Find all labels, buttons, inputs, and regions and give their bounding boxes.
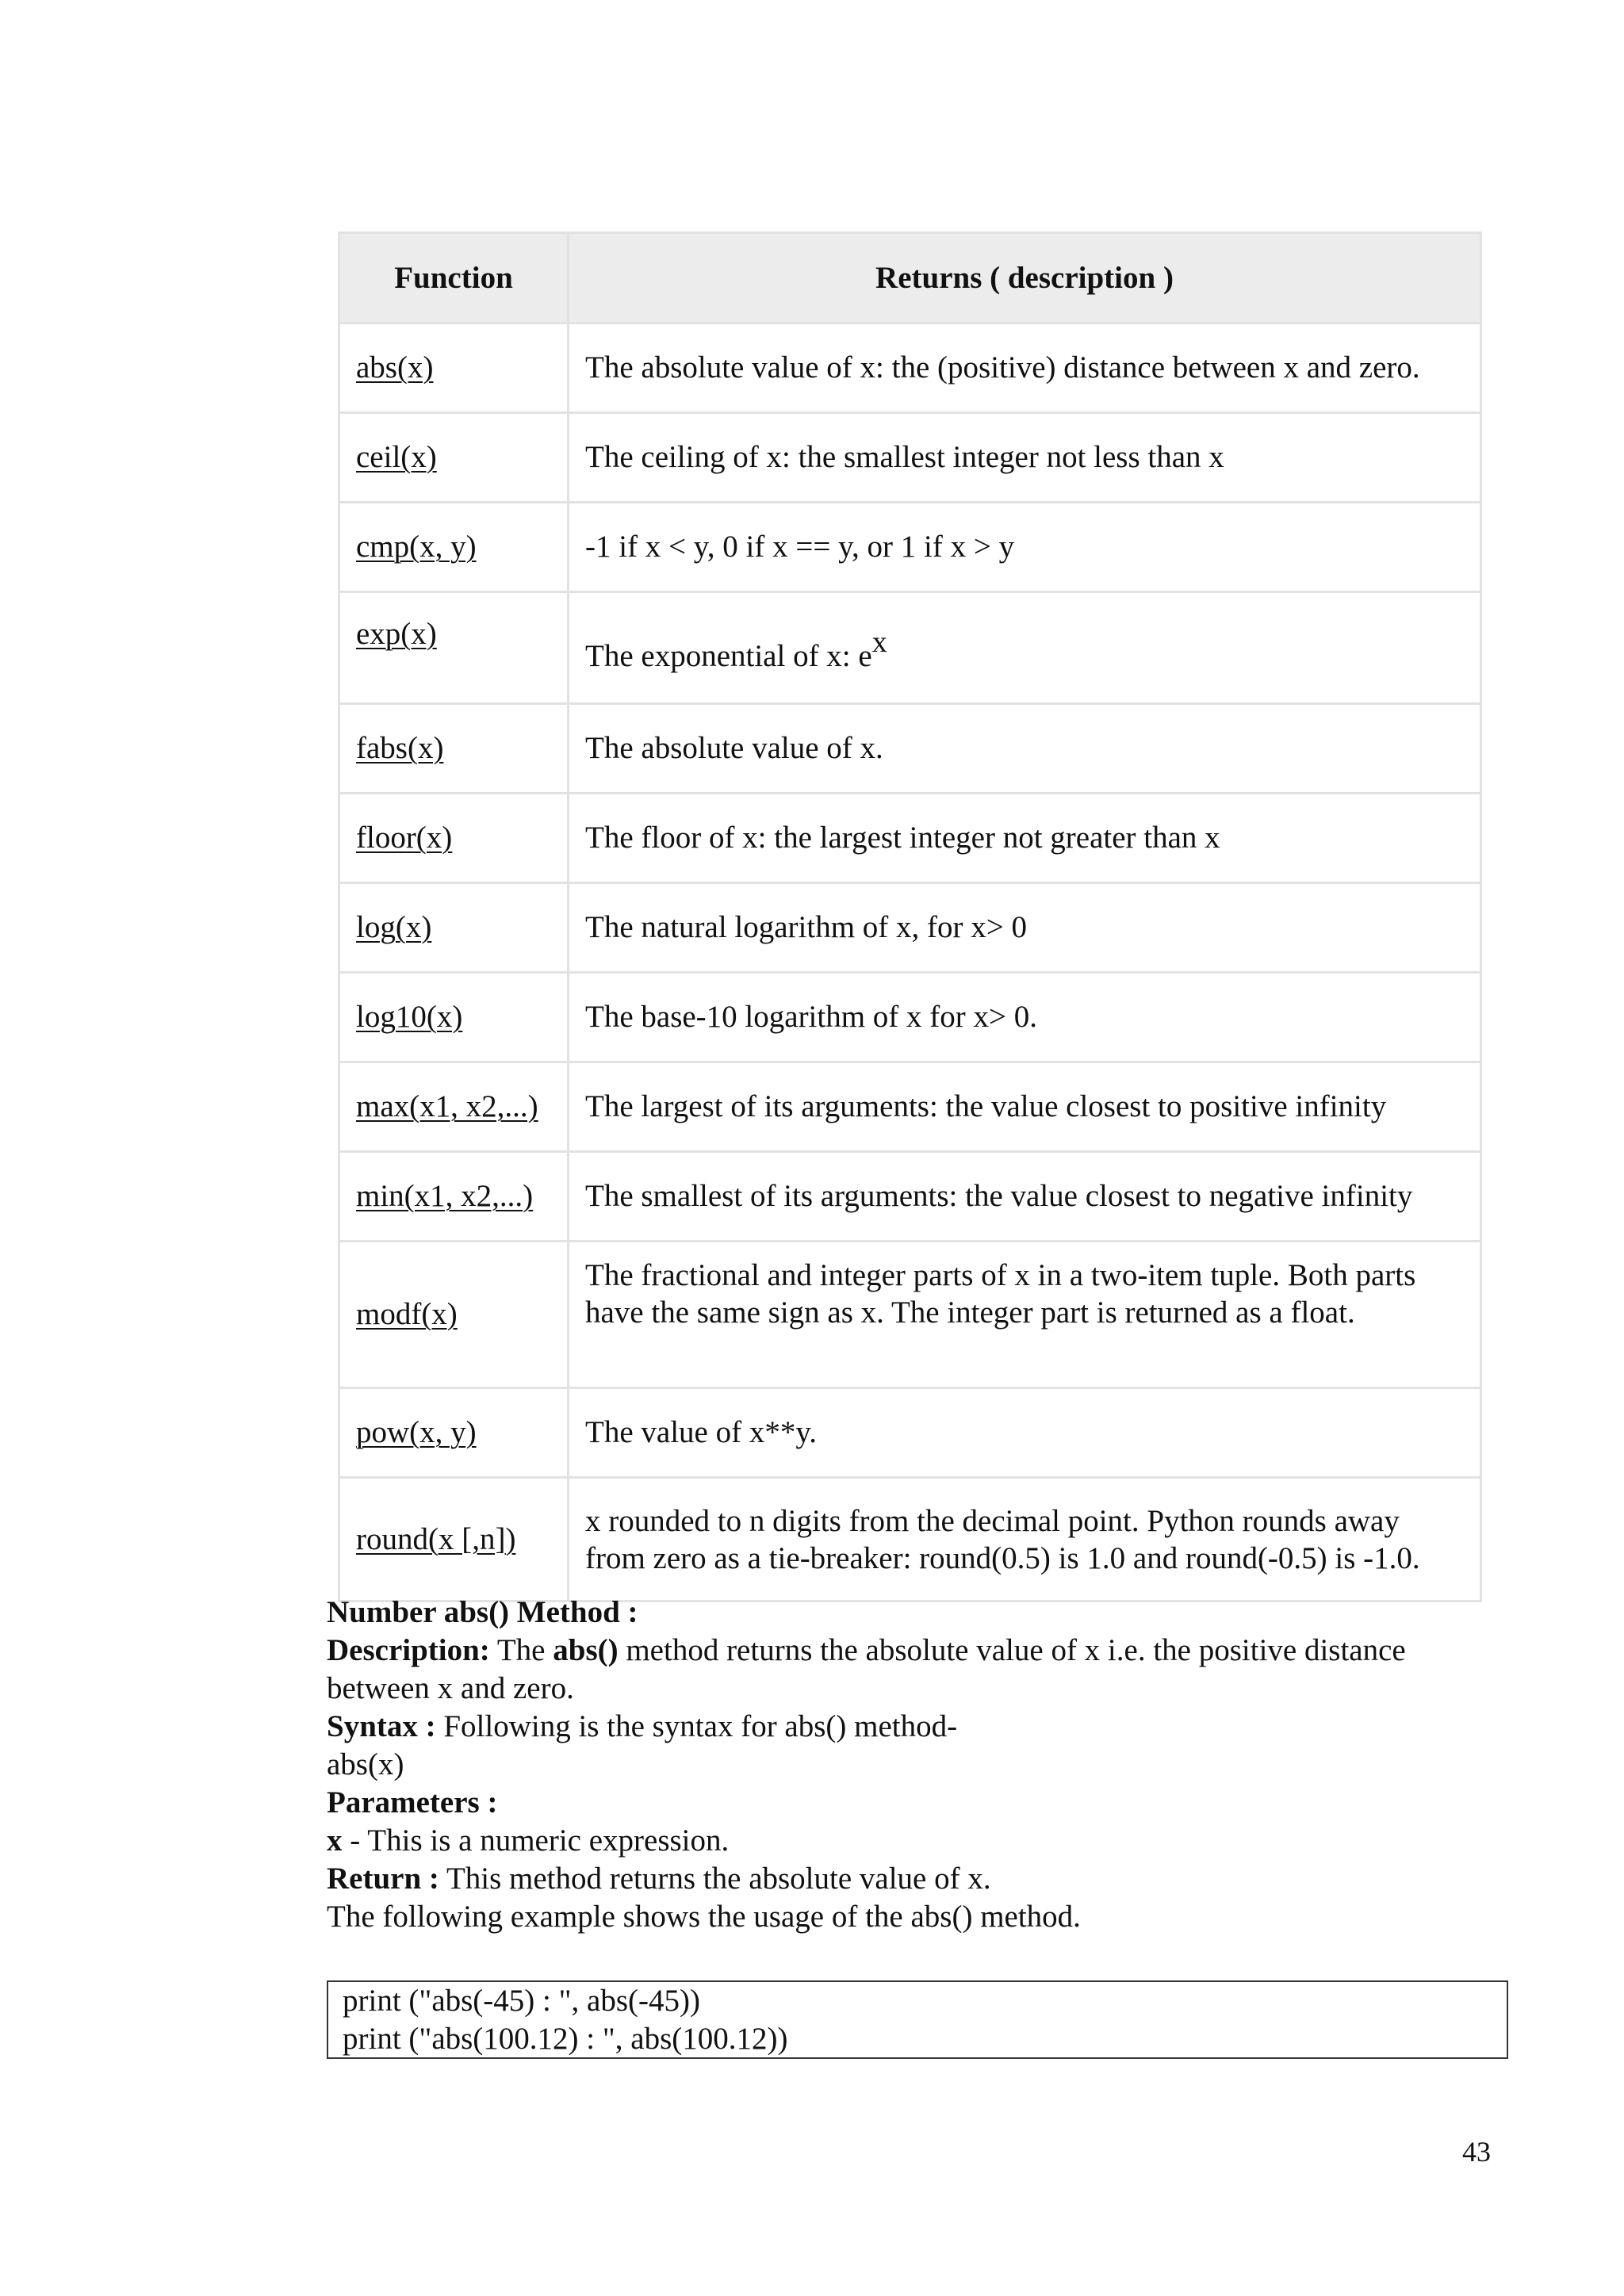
description-pre-text: The [496, 1633, 546, 1667]
syntax-text: Following is the syntax for abs() method- [443, 1709, 958, 1743]
function-description: -1 if x < y, 0 if x == y, or 1 if x > y [569, 503, 1481, 592]
exp-description-text: The exponential of x: e [585, 639, 872, 673]
function-link-round[interactable]: round(x [,n]) [356, 1521, 516, 1556]
table-row [339, 323, 1481, 413]
table-row [339, 1242, 1481, 1388]
table-row [339, 1388, 1481, 1478]
parameter-name: x [327, 1823, 343, 1858]
syntax-label: Syntax : [327, 1709, 436, 1743]
function-description: The ceiling of x: the smallest integer not less than x [569, 413, 1481, 503]
return-label: Return : [327, 1862, 439, 1896]
parameter-line [327, 1822, 1500, 1860]
function-link-cmp[interactable]: cmp(x, y) [356, 530, 477, 564]
function-link-exp[interactable]: exp(x) [356, 617, 437, 651]
function-link-modf[interactable]: modf(x) [356, 1297, 458, 1331]
function-description: x rounded to n digits from the decimal point. Python rounds away from zero as a tie-breaker: round(0.5) is 1.0 and round(-0.5) is -1.0. [569, 1478, 1481, 1601]
table-row [339, 973, 1481, 1062]
table-row [339, 592, 1481, 704]
description-paragraph [327, 1632, 1500, 1708]
function-link-ceil[interactable]: ceil(x) [356, 440, 437, 474]
table-row [339, 413, 1481, 503]
function-link-pow[interactable]: pow(x, y) [356, 1415, 477, 1449]
function-link-abs[interactable]: abs(x) [356, 350, 434, 385]
function-description [569, 592, 1481, 704]
function-description: The value of x**y. [569, 1388, 1481, 1478]
code-example-box [327, 1980, 1508, 2059]
syntax-paragraph [327, 1708, 1500, 1746]
function-link-max[interactable]: max(x1, x2,...) [356, 1089, 538, 1123]
function-link-floor[interactable]: floor(x) [356, 821, 453, 855]
function-link-log[interactable]: log(x) [356, 910, 432, 944]
function-description: The absolute value of x: the (positive) distance between x and zero. [569, 323, 1481, 413]
table-header-row [339, 233, 1481, 323]
table-row [339, 1478, 1481, 1601]
return-paragraph [327, 1860, 1500, 1898]
function-description: The floor of x: the largest integer not greater than x [569, 794, 1481, 883]
section-heading: Number abs() Method : [327, 1595, 638, 1629]
function-description: The base-10 logarithm of x for x> 0. [569, 973, 1481, 1062]
function-description: The natural logarithm of x, for x> 0 [569, 883, 1481, 973]
description-label: Description: [327, 1633, 490, 1667]
description-post-text: method returns the absolute value of x i.e. the positive distance between x and zero. [327, 1633, 1406, 1705]
math-functions-table [338, 232, 1482, 1602]
header-returns: Returns ( description ) [569, 233, 1481, 323]
code-line: print ("abs(-45) : ", abs(-45)) [343, 1984, 700, 2018]
function-description: The fractional and integer parts of x in a two-item tuple. Both parts have the same sign as x. The integer part is returned as a float. [569, 1242, 1481, 1388]
function-description: The absolute value of x. [569, 704, 1481, 794]
function-link-fabs[interactable]: fabs(x) [356, 731, 444, 765]
header-function: Function [339, 233, 569, 323]
table-row [339, 704, 1481, 794]
parameter-text: - This is a numeric expression. [350, 1823, 730, 1858]
description-bold-term: abs() [553, 1633, 619, 1667]
function-description: The smallest of its arguments: the value closest to negative infinity [569, 1152, 1481, 1242]
abs-method-section [327, 1594, 1500, 1936]
exponent-superscript: x [871, 626, 887, 659]
table-row [339, 503, 1481, 592]
parameters-label: Parameters : [327, 1785, 498, 1820]
syntax-code: abs(x) [327, 1747, 404, 1781]
table-row [339, 794, 1481, 883]
page-number: 43 [1462, 2136, 1491, 2168]
code-line: print ("abs(100.12) : ", abs(100.12)) [343, 2022, 788, 2056]
function-link-log10[interactable]: log10(x) [356, 1000, 463, 1034]
return-text: This method returns the absolute value of x. [446, 1862, 991, 1896]
table-row [339, 1062, 1481, 1152]
function-description: The largest of its arguments: the value closest to positive infinity [569, 1062, 1481, 1152]
example-intro: The following example shows the usage of the abs() method. [327, 1900, 1081, 1934]
table-row [339, 883, 1481, 973]
table-row [339, 1152, 1481, 1242]
function-link-min[interactable]: min(x1, x2,...) [356, 1179, 534, 1213]
